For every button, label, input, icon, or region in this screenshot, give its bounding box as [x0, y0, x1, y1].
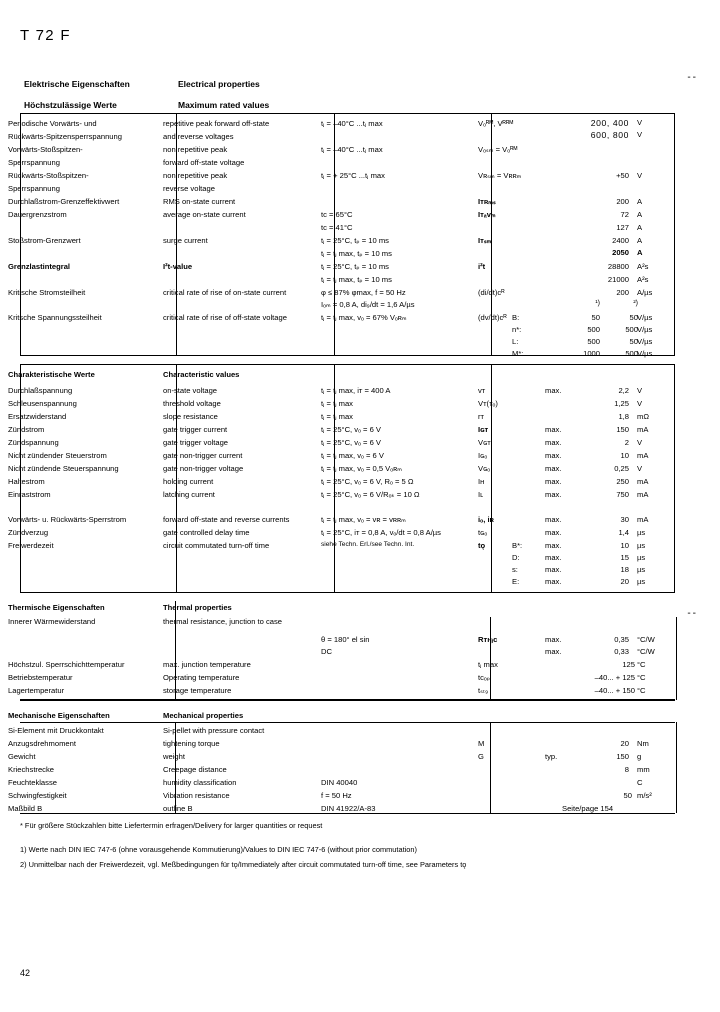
row-symbol: Iɢₒ [478, 451, 488, 460]
column-divider [490, 722, 491, 813]
row-value: 72 [620, 210, 629, 219]
dvdt-value-2: 500 [625, 325, 638, 334]
thermal-heading-de: Thermische Eigenschaften [8, 603, 105, 612]
row-unit: mA [637, 477, 649, 486]
row-value: 200, 400 [590, 118, 629, 128]
row-symbol: Iʜ [478, 477, 485, 486]
page-number: 42 [20, 968, 31, 978]
row-symbol: Iᴛₛₘ [478, 236, 492, 245]
row-condition: tⱼ = –40°C ...tⱼ max [321, 145, 383, 154]
row-label-de: Rückwärts-Spitzensperrspannung [8, 132, 122, 141]
row-unit: °C [637, 686, 646, 695]
maxratings-subheading-de: Höchstzulässige Werte [24, 100, 117, 110]
row-label-de: Innerer Wärmewiderstand [8, 617, 96, 626]
row-condition: tⱼ = 25°C, vₒ = 6 V [321, 425, 381, 434]
tq-grade-label: D: [512, 553, 520, 562]
row-label-de: Sperrspannung [8, 158, 60, 167]
mechanical-heading-de: Mechanische Eigenschaften [8, 711, 110, 720]
row-condition: tᴄ = 41°C [321, 223, 353, 232]
tq-value: 10 [620, 541, 629, 550]
row-unit: V [637, 171, 643, 180]
row-label-en: repetitive peak forward off-state [163, 119, 270, 128]
row-unit: A/µs [637, 288, 653, 297]
row-symbol: Iᴛₐᴠₘ [478, 210, 496, 219]
row-value: 30 [620, 515, 629, 524]
row-condition: tⱼ = 25°C, tₚ = 10 ms [321, 262, 389, 271]
row-label-de: Anzugsdrehmoment [8, 739, 76, 748]
row-unit: mA [637, 515, 649, 524]
dvdt-grade-label: M*: [512, 349, 524, 358]
row-symbol: Vʀₛₘ = Vʀʀₘ [478, 171, 522, 180]
row-label-de: Stoßstrom-Grenzwert [8, 236, 81, 245]
row-label-de: Haltestrom [8, 477, 45, 486]
row-label-de: Einraststrom [8, 490, 51, 499]
row-label-en: Si-pellet with pressure contact [163, 726, 265, 735]
row-value: 28800 [607, 262, 629, 271]
row-qualifier: max. [545, 647, 562, 656]
row-condition: tⱼ = 25°C, vₒ = 6 V/Rₒₖ = 10 Ω [321, 490, 420, 499]
row-value: 750 [616, 490, 629, 499]
row-label-en: weight [163, 752, 185, 761]
dvdt-unit: V/µs [637, 325, 653, 334]
tq-grade-label: s: [512, 565, 518, 574]
row-label-de: Grenzlastintegral [8, 262, 71, 271]
row-label-de: Kritische Stromsteilheit [8, 288, 86, 297]
row-label-en: latching current [163, 490, 215, 499]
row-qualifier: max. [545, 541, 562, 550]
row-label-en: on-state voltage [163, 386, 218, 395]
row-qualifier: max. [545, 635, 562, 644]
row-condition: tⱼ = tⱼ max, vₒ = 0,5 Vₒʀₘ [321, 464, 402, 473]
dvdt-grade-label: n*: [512, 325, 522, 334]
row-value: 20 [620, 739, 629, 748]
row-condition: tⱼ = 25°C, tₚ = 10 ms [321, 236, 389, 245]
row-unit: V [637, 399, 643, 408]
row-condition: tⱼ = tⱼ max [321, 399, 353, 408]
row-symbol: Vɢᴛ [478, 438, 491, 447]
row-qualifier: max. [545, 515, 562, 524]
row-condition: tⱼ = + 25°C ...tⱼ max [321, 171, 385, 180]
row-symbol: (di/dt)ᴄᴿ [478, 288, 505, 297]
row-label-en: storage temperature [163, 686, 232, 695]
thermal-bottom-rule [20, 700, 675, 701]
row-value: 250 [616, 477, 629, 486]
row-symbol: rᴛ [478, 412, 485, 421]
row-value: 127 [616, 223, 629, 232]
row-condition: tⱼ = tⱼ max, vₒ = vʀ = vʀʀₘ [321, 515, 406, 524]
row-label-en: tightening torque [163, 739, 220, 748]
row-symbol: tᴄₒₚ [478, 673, 491, 682]
row-value: 0,35 [614, 635, 629, 644]
tq-unit: µs [637, 577, 646, 586]
row-symbol: Iʟ [478, 490, 484, 499]
row-condition: f = 50 Hz [321, 791, 352, 800]
row-label-en: max. junction temperature [163, 660, 251, 669]
row-qualifier: max. [545, 577, 562, 586]
column-divider [490, 617, 491, 700]
column-divider [676, 617, 677, 700]
row-value: 2050 [612, 248, 629, 257]
row-condition: tⱼ = tⱼ max, tₚ = 10 ms [321, 275, 392, 284]
row-condition: tⱼ = –40°C ...tⱼ max [321, 119, 383, 128]
row-label-de: Rückwärts-Stoßspitzen- [8, 171, 89, 180]
footnote-2: 2) Unmittelbar nach der Freiwerdezeit, vgl. Meßbedingungen für tǫ/Immediately after circuit commutated turn-off time, see Parameters tǫ [20, 860, 467, 869]
row-value: –40... + 150 [594, 686, 635, 695]
row-qualifier: max. [545, 477, 562, 486]
row-unit: A²s [637, 275, 649, 284]
row-label-de: Maßbild B [8, 804, 43, 813]
row-condition: tⱼ = 25°C, iᴛ = 0,8 A, vₒ/dt = 0,8 A/µs [321, 528, 441, 537]
row-label-en: average on-state current [163, 210, 246, 219]
row-label-de: Kritsche Spannungssteilheit [8, 313, 102, 322]
row-label-en: I²t-value [163, 262, 193, 271]
tq-grade-label: B*: [512, 541, 523, 550]
row-unit: µs [637, 528, 646, 537]
dvdt-unit: V/µs [637, 349, 653, 358]
row-label-de: Vorwärts-Stoßspitzen- [8, 145, 83, 154]
electrical-heading-de: Elektrische Eigenschaften [24, 79, 130, 89]
footnote-marker-2: ²) [633, 300, 638, 307]
row-condition: θ = 180° el sin [321, 635, 370, 644]
row-qualifier: max. [545, 528, 562, 537]
row-label-de: Durchlaßspannung [8, 386, 73, 395]
row-label-en: gate trigger current [163, 425, 228, 434]
row-label-de: Nicht zündende Steuerspannung [8, 464, 119, 473]
row-label-de: Si-Element mit Druckkontakt [8, 726, 104, 735]
row-label-en: reverse voltage [163, 184, 215, 193]
row-symbol: Vᴛ(ᴛₒ) [478, 399, 498, 408]
row-unit: V [637, 438, 643, 447]
row-label-en: non repetitive peak [163, 171, 228, 180]
row-value: 150 [616, 752, 629, 761]
row-symbol: vᴛ [478, 386, 486, 395]
dvdt-value-1: 1000 [583, 349, 600, 358]
row-unit: °C/W [637, 647, 655, 656]
row-label-de: Zündverzug [8, 528, 49, 537]
dvdt-grade-label: B: [512, 313, 520, 322]
row-label-de: Nicht zündender Steuerstrom [8, 451, 107, 460]
row-symbol: tₛₜ₉ [478, 686, 489, 695]
row-label-de: Schleusenspannung [8, 399, 77, 408]
row-value: 21000 [607, 275, 629, 284]
row-unit: mA [637, 451, 649, 460]
mechanical-top-rule [20, 722, 675, 723]
row-symbol: Vₒᴿᴹ, Vᴿᴿᴹ [478, 119, 514, 128]
tq-unit: µs [637, 541, 646, 550]
row-unit: A [637, 197, 643, 206]
row-value: 1,8 [618, 412, 629, 421]
row-symbol: Vₒₛₘ = Vₒᴿᴹ [478, 145, 518, 154]
row-unit: m/s² [637, 791, 652, 800]
row-label-de: Feuchteklasse [8, 778, 57, 787]
row-value: –40... + 125 [594, 673, 635, 682]
thermal-heading-en: Thermal properties [163, 603, 232, 612]
row-condition: DIN 41922/A-83 [321, 804, 376, 813]
dvdt-value-2: 500 [625, 349, 638, 358]
characteristic-heading-en: Characteristic values [163, 370, 240, 379]
row-unit: A [637, 210, 643, 219]
row-value: 0,33 [614, 647, 629, 656]
row-condition: Iₒₘ = 0,8 A, di₉/dt = 1,6 A/µs [321, 300, 415, 309]
row-label-en: holding current [163, 477, 214, 486]
row-label-en: circuit commutated turn-off time [163, 541, 270, 550]
row-qualifier: max. [545, 565, 562, 574]
row-qualifier: max. [545, 553, 562, 562]
row-value: 200 [616, 197, 629, 206]
row-condition: φ ≤ 87% φmax, f = 50 Hz [321, 288, 406, 297]
row-value: 2400 [612, 236, 629, 245]
row-qualifier: max. [545, 425, 562, 434]
mechanical-bottom-rule [20, 813, 675, 814]
row-value: 50 [623, 791, 632, 800]
row-condition: siehe Techn. Erl./see Techn. Int. [321, 541, 415, 548]
dvdt-value-1: 50 [591, 313, 600, 322]
dvdt-value-2: 50 [629, 337, 638, 346]
corner-registration-mark-2: -- [687, 608, 698, 619]
row-value: 125 [622, 660, 635, 669]
row-unit: A²s [637, 262, 649, 271]
row-symbol: Iɢᴛ [478, 425, 489, 434]
row-unit: Nm [637, 739, 649, 748]
row-label-en: slope resistance [163, 412, 218, 421]
row-label-de: Dauergrenzstrom [8, 210, 67, 219]
dvdt-value-1: 500 [587, 337, 600, 346]
tq-value: 15 [620, 553, 629, 562]
row-condition: tⱼ = tⱼ max, vₒ = 67% Vₒʀₘ [321, 313, 407, 322]
row-symbol: Iᴛʀₘₛ [478, 197, 496, 206]
row-label-en: thermal resistance, junction to case [163, 617, 283, 626]
row-qualifier: max. [545, 464, 562, 473]
row-label-en: outline B [163, 804, 193, 813]
row-qualifier: max. [545, 490, 562, 499]
row-label-en: RMS on-state current [163, 197, 236, 206]
row-value: 8 [624, 765, 629, 774]
row-label-en: and reverse voltages [163, 132, 234, 141]
row-label-de: Betriebstemperatur [8, 673, 73, 682]
footnote-star: * Für größere Stückzahlen bitte Liefertermin erfragen/Delivery for larger quantities or request [20, 821, 323, 830]
row-label-de: Kriechstrecke [8, 765, 55, 774]
row-label-de: Vorwärts- u. Rückwärts-Sperrstrom [8, 515, 127, 524]
row-unit: mA [637, 490, 649, 499]
footnote-1: 1) Werte nach DIN IEC 747-6 (ohne vorausgehende Kommutierung)/Values to DIN IEC 747-6 (without prior commutation) [20, 845, 417, 854]
row-condition: tⱼ = 25°C, vₒ = 6 V [321, 438, 381, 447]
row-unit: °C [637, 660, 646, 669]
corner-registration-mark: -- [687, 72, 698, 83]
dvdt-unit: V/µs [637, 337, 653, 346]
row-label-de: Gewicht [8, 752, 36, 761]
row-unit: mA [637, 425, 649, 434]
row-label-de: Periodische Vorwärts- und [8, 119, 97, 128]
row-label-de: Durchlaßstrom-Grenzeffektivwert [8, 197, 120, 206]
row-condition: tⱼ = tⱼ max [321, 412, 353, 421]
row-label-en: surge current [163, 236, 208, 245]
footnote-marker-1: ¹) [595, 300, 600, 307]
row-label-de: Zündstrom [8, 425, 45, 434]
row-unit: mΩ [637, 412, 650, 421]
column-divider [676, 722, 677, 813]
row-label-en: humidity classification [163, 778, 237, 787]
row-label-en: gate trigger voltage [163, 438, 229, 447]
row-condition: tⱼ = tⱼ max, tₚ = 10 ms [321, 249, 392, 258]
row-unit: A [637, 248, 643, 257]
row-unit: C [637, 778, 643, 787]
row-unit: °C/W [637, 635, 655, 644]
row-value: 2 [624, 438, 629, 447]
row-unit: V [637, 464, 643, 473]
row-value: 0,25 [614, 464, 629, 473]
row-label-de: Ersatzwiderstand [8, 412, 67, 421]
row-symbol: iₒ, iʀ [478, 515, 494, 524]
row-unit: A [637, 236, 643, 245]
row-unit: mm [637, 765, 650, 774]
row-condition: DIN 40040 [321, 778, 358, 787]
row-label-en: Operating temperature [163, 673, 240, 682]
row-label-en: forward off-state voltage [163, 158, 245, 167]
row-symbol: tⱼ max [478, 660, 498, 669]
row-label-de: Sperrspannung [8, 184, 60, 193]
row-label-de: Lagertemperatur [8, 686, 65, 695]
row-unit: V [637, 130, 643, 139]
row-condition: tⱼ = tⱼ max, iᴛ = 400 A [321, 386, 391, 395]
row-symbol: tɢₒ [478, 528, 488, 537]
page-title: T 72 F [20, 27, 71, 44]
characteristic-heading-de: Charakteristische Werte [8, 370, 95, 379]
row-value: 200 [616, 288, 629, 297]
row-symbol: Rᴛʜⱼᴄ [478, 635, 498, 644]
row-label-de: Zündspannung [8, 438, 59, 447]
row-label-en: gate non-trigger current [163, 451, 243, 460]
maxratings-subheading-en: Maximum rated values [178, 100, 270, 110]
row-value: 1,4 [618, 528, 629, 537]
row-symbol: M [478, 739, 485, 748]
row-label-de: Höchstzul. Sperrschichttemperatur [8, 660, 125, 669]
row-symbol: i²t [478, 262, 486, 271]
row-unit: V [637, 118, 643, 127]
row-symbol: tǫ [478, 541, 486, 550]
row-qualifier: typ. [545, 752, 558, 761]
row-qualifier: max. [545, 438, 562, 447]
row-symbol: G [478, 752, 484, 761]
row-unit: A [637, 223, 643, 232]
mechanical-heading-en: Mechanical properties [163, 711, 244, 720]
row-condition: DC [321, 647, 332, 656]
row-unit: g [637, 752, 642, 761]
row-label-en: critical rate of rise of on-state current [163, 288, 287, 297]
dvdt-value-1: 500 [587, 325, 600, 334]
row-label-en: forward off-state and reverse currents [163, 515, 290, 524]
row-label-en: non repetitive peak [163, 145, 228, 154]
row-value: +50 [616, 171, 629, 180]
row-label-en: threshold voltage [163, 399, 221, 408]
row-qualifier: max. [545, 451, 562, 460]
row-value: 150 [616, 425, 629, 434]
dvdt-grade-label: L: [512, 337, 519, 346]
tq-unit: µs [637, 553, 646, 562]
tq-value: 18 [620, 565, 629, 574]
row-label-de: Freiwerdezeit [8, 541, 54, 550]
row-condition: tⱼ = 25°C, vₒ = 6 V, Rₒ = 5 Ω [321, 477, 414, 486]
row-symbol: (dv/dt)ᴄᴿ [478, 313, 507, 322]
row-value: 2,2 [618, 386, 629, 395]
row-label-en: gate non-trigger voltage [163, 464, 244, 473]
row-unit: V [637, 386, 643, 395]
row-value: 10 [620, 451, 629, 460]
dvdt-value-2: 50 [629, 313, 638, 322]
row-value: 1,25 [614, 399, 629, 408]
row-value: 600, 800 [590, 130, 629, 140]
thermal-properties-table [20, 600, 675, 700]
tq-grade-label: E: [512, 577, 520, 586]
row-label-de: Schwingfestigkeit [8, 791, 67, 800]
row-condition: tᴄ = 65°C [321, 210, 353, 219]
row-label-en: critical rate of rise of off-state voltage [163, 313, 287, 322]
row-symbol: Vɢₒ [478, 464, 491, 473]
tq-value: 20 [620, 577, 629, 586]
row-label-en: Creepage distance [163, 765, 227, 774]
outline-page-reference: Seite/page 154 [562, 804, 614, 813]
row-label-en: Vibration resistance [163, 791, 230, 800]
row-qualifier: max. [545, 386, 562, 395]
dvdt-unit: V/µs [637, 313, 653, 322]
electrical-heading-en: Electrical properties [178, 79, 260, 89]
row-condition: tⱼ = tⱼ max, vₒ = 6 V [321, 451, 384, 460]
tq-unit: µs [637, 565, 646, 574]
row-label-en: gate controlled delay time [163, 528, 250, 537]
row-unit: °C [637, 673, 646, 682]
